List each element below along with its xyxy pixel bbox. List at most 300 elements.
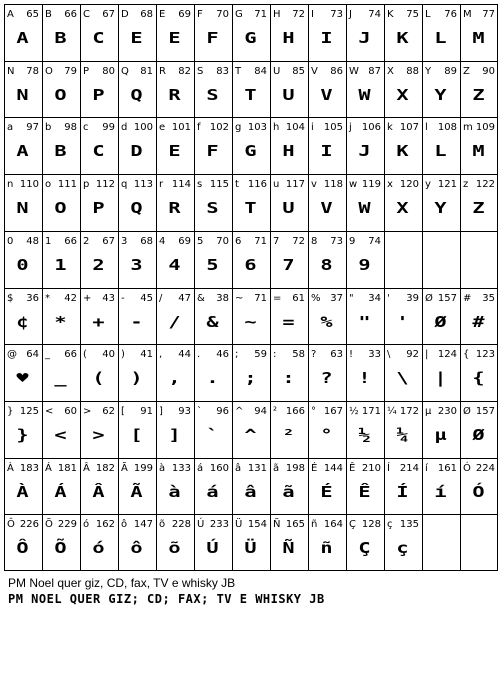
glyph-character-label: H — [273, 9, 281, 20]
glyph-cell — [194, 458, 232, 515]
glyph-character-label: ^ — [235, 406, 244, 417]
sample-text-font: PM NOEL QUER GIZ; CD; FAX; TV E WHISKY JB — [8, 592, 325, 606]
glyph-cell — [384, 514, 422, 571]
glyph-code-label: 96 — [216, 406, 229, 417]
glyph-cell — [80, 288, 118, 345]
glyph-code-label: 224 — [475, 463, 495, 474]
glyph-code-label: 68 — [140, 9, 153, 20]
glyph-code-label: 229 — [57, 519, 77, 530]
glyph-sample: E — [130, 29, 144, 47]
glyph-character-label: P — [83, 66, 90, 77]
glyph-character-label: e — [159, 122, 166, 133]
glyph-code-label: 124 — [437, 349, 457, 360]
glyph-code-label: 104 — [285, 122, 305, 133]
glyph-sample: P — [92, 86, 106, 104]
glyph-cell — [80, 117, 118, 174]
glyph-cell — [42, 61, 80, 118]
glyph-sample: U — [282, 86, 296, 104]
glyph-sample: Á — [54, 483, 68, 501]
glyph-sample: í — [434, 483, 448, 501]
glyph-code-label: 43 — [102, 293, 115, 304]
glyph-code-label: 157 — [437, 293, 457, 304]
glyph-cell — [194, 231, 232, 288]
glyph-character-label: m — [463, 122, 473, 133]
glyph-sample: õ — [168, 539, 182, 557]
glyph-cell — [4, 61, 42, 118]
glyph-cell — [346, 458, 384, 515]
glyph-sample: - — [130, 313, 144, 331]
glyph-code-label: 99 — [102, 122, 115, 133]
glyph-sample: | — [434, 369, 448, 387]
glyph-code-label: 171 — [361, 406, 381, 417]
glyph-character-label: Y — [425, 66, 432, 77]
glyph-sample: 6 — [244, 256, 258, 274]
glyph-sample: = — [282, 313, 296, 331]
glyph-cell — [4, 117, 42, 174]
glyph-code-label: 119 — [361, 179, 381, 190]
glyph-code-label: 100 — [133, 122, 153, 133]
glyph-cell — [422, 344, 460, 401]
glyph-sample: ` — [206, 426, 220, 444]
glyph-cell — [384, 174, 422, 231]
glyph-cell — [346, 61, 384, 118]
glyph-code-label: 117 — [285, 179, 305, 190]
glyph-character-label: O — [45, 66, 53, 77]
glyph-character-label: L — [425, 9, 431, 20]
glyph-cell — [308, 117, 346, 174]
glyph-code-label: 110 — [19, 179, 39, 190]
glyph-cell — [118, 514, 156, 571]
glyph-sample: M — [472, 142, 486, 160]
glyph-cell — [308, 231, 346, 288]
glyph-code-label: 76 — [444, 9, 457, 20]
glyph-code-label: 164 — [323, 519, 343, 530]
glyph-code-label: 182 — [95, 463, 115, 474]
glyph-character-label: N — [7, 66, 15, 77]
glyph-cell — [232, 61, 270, 118]
glyph-cell — [460, 514, 498, 571]
glyph-code-label: 101 — [171, 122, 191, 133]
glyph-character-label: I — [311, 9, 314, 20]
glyph-code-label: 112 — [95, 179, 115, 190]
glyph-cell — [4, 231, 42, 288]
glyph-sample: ½ — [358, 426, 372, 444]
glyph-cell — [156, 4, 194, 61]
glyph-cell — [346, 4, 384, 61]
glyph-code-label: 81 — [140, 66, 153, 77]
glyph-character-label: j — [349, 122, 352, 133]
glyph-code-label: 121 — [437, 179, 457, 190]
glyph-sample: / — [168, 313, 182, 331]
glyph-code-label: 78 — [26, 66, 39, 77]
glyph-sample: ? — [320, 369, 334, 387]
glyph-cell — [42, 288, 80, 345]
glyph-character-label: Z — [463, 66, 470, 77]
glyph-character-label: i — [311, 122, 314, 133]
glyph-code-label: 123 — [475, 349, 495, 360]
glyph-character-label: @ — [7, 349, 17, 360]
glyph-sample: Õ — [54, 539, 68, 557]
glyph-sample: P — [92, 199, 106, 217]
glyph-code-label: 113 — [133, 179, 153, 190]
glyph-sample: D — [130, 142, 144, 160]
glyph-sample: W — [358, 86, 372, 104]
glyph-character-label: R — [159, 66, 166, 77]
glyph-sample: Ñ — [282, 539, 296, 557]
glyph-code-label: 65 — [26, 9, 39, 20]
glyph-code-label: 71 — [254, 9, 267, 20]
glyph-sample: B — [54, 142, 68, 160]
glyph-character-label: } — [7, 406, 14, 417]
glyph-character-label: F — [197, 9, 203, 20]
glyph-sample: J — [358, 142, 372, 160]
glyph-character-label: Á — [45, 463, 52, 474]
glyph-character-label: G — [235, 9, 243, 20]
glyph-code-label: 74 — [368, 236, 381, 247]
glyph-character-label: à — [159, 463, 166, 474]
glyph-character-label: Ô — [7, 519, 15, 530]
glyph-cell — [422, 231, 460, 288]
glyph-code-label: 166 — [285, 406, 305, 417]
glyph-code-label: 98 — [64, 122, 77, 133]
glyph-character-label: * — [45, 293, 50, 304]
glyph-code-label: 135 — [399, 519, 419, 530]
glyph-sample: K — [396, 29, 410, 47]
glyph-code-label: 92 — [406, 349, 419, 360]
glyph-code-label: 167 — [323, 406, 343, 417]
glyph-cell — [194, 401, 232, 458]
glyph-cell — [4, 458, 42, 515]
glyph-code-label: 38 — [216, 293, 229, 304]
glyph-cell — [308, 61, 346, 118]
glyph-code-label: 66 — [64, 349, 77, 360]
glyph-character-label: Ü — [235, 519, 243, 530]
glyph-sample: 3 — [130, 256, 144, 274]
glyph-character-label: / — [159, 293, 163, 304]
glyph-sample: X — [396, 86, 410, 104]
glyph-code-label: 230 — [437, 406, 457, 417]
glyph-character-label: : — [273, 349, 277, 360]
glyph-cell — [80, 231, 118, 288]
glyph-character-label: À — [7, 463, 14, 474]
glyph-code-label: 162 — [95, 519, 115, 530]
glyph-character-label: É — [311, 463, 318, 474]
glyph-character-label: Ø — [463, 406, 471, 417]
glyph-cell — [384, 4, 422, 61]
glyph-sample: W — [358, 199, 372, 217]
glyph-sample: H — [282, 29, 296, 47]
glyph-sample: ¼ — [396, 426, 410, 444]
glyph-code-label: 103 — [247, 122, 267, 133]
glyph-cell — [460, 458, 498, 515]
glyph-code-label: 108 — [437, 122, 457, 133]
glyph-character-label: < — [45, 406, 54, 417]
glyph-character-label: A — [7, 9, 14, 20]
glyph-cell — [422, 288, 460, 345]
glyph-cell — [270, 174, 308, 231]
glyph-cell — [460, 117, 498, 174]
sample-text-regular: PM Noel quer giz, CD, fax, TV e whisky JB — [8, 576, 236, 590]
glyph-sample: V — [320, 86, 334, 104]
glyph-cell — [308, 4, 346, 61]
glyph-cell — [346, 401, 384, 458]
glyph-cell — [194, 174, 232, 231]
glyph-code-label: 63 — [330, 349, 343, 360]
glyph-cell — [346, 344, 384, 401]
glyph-character-label: # — [463, 293, 472, 304]
glyph-sample: X — [396, 199, 410, 217]
glyph-sample: 1 — [54, 256, 68, 274]
glyph-code-label: 69 — [178, 9, 191, 20]
glyph-code-label: 118 — [323, 179, 343, 190]
glyph-sample: ç — [396, 539, 410, 557]
glyph-sample: Ú — [206, 539, 220, 557]
glyph-cell — [42, 231, 80, 288]
glyph-sample: % — [320, 313, 334, 331]
glyph-code-label: 210 — [361, 463, 381, 474]
glyph-character-label: Â — [83, 463, 90, 474]
glyph-character-label: M — [463, 9, 472, 20]
glyph-sample: V — [320, 199, 334, 217]
glyph-character-label: y — [425, 179, 431, 190]
glyph-code-label: 74 — [368, 9, 381, 20]
glyph-sample: \ — [396, 369, 410, 387]
glyph-character-label: E — [159, 9, 166, 20]
glyph-character-label: U — [273, 66, 281, 77]
glyph-sample: Ã — [130, 483, 144, 501]
glyph-cell — [422, 174, 460, 231]
glyph-code-label: 66 — [64, 9, 77, 20]
glyph-sample: 4 — [168, 256, 182, 274]
glyph-cell — [270, 231, 308, 288]
glyph-code-label: 42 — [64, 293, 77, 304]
glyph-character-label: B — [45, 9, 52, 20]
glyph-code-label: 80 — [102, 66, 115, 77]
glyph-character-label: { — [463, 349, 470, 360]
glyph-code-label: 86 — [330, 66, 343, 77]
glyph-character-label: Í — [387, 463, 390, 474]
glyph-code-label: 77 — [482, 9, 495, 20]
glyph-sample: " — [358, 313, 372, 331]
glyph-sample: 9 — [358, 256, 372, 274]
glyph-code-label: 233 — [209, 519, 229, 530]
glyph-code-label: 183 — [19, 463, 39, 474]
glyph-cell — [4, 344, 42, 401]
glyph-cell — [308, 288, 346, 345]
glyph-cell — [422, 4, 460, 61]
glyph-code-label: 214 — [399, 463, 419, 474]
glyph-cell — [80, 401, 118, 458]
glyph-sample: I — [320, 142, 334, 160]
glyph-sample: C — [92, 29, 106, 47]
glyph-character-label: ñ — [311, 519, 318, 530]
glyph-code-label: 144 — [323, 463, 343, 474]
glyph-sample: Y — [434, 86, 448, 104]
glyph-character-label: 2 — [83, 236, 90, 247]
glyph-character-label: t — [235, 179, 239, 190]
glyph-cell — [232, 458, 270, 515]
glyph-sample: R — [168, 199, 182, 217]
glyph-cell — [4, 174, 42, 231]
glyph-cell — [4, 4, 42, 61]
glyph-character-label: J — [349, 9, 352, 20]
glyph-code-label: 67 — [102, 9, 115, 20]
glyph-cell — [270, 61, 308, 118]
glyph-character-label: h — [273, 122, 280, 133]
glyph-code-label: 37 — [330, 293, 343, 304]
glyph-cell — [232, 231, 270, 288]
glyph-code-label: 120 — [399, 179, 419, 190]
glyph-cell — [460, 401, 498, 458]
glyph-character-label: ( — [83, 349, 87, 360]
glyph-character-label: s — [197, 179, 203, 190]
glyph-character-label: a — [7, 122, 14, 133]
glyph-code-label: 154 — [247, 519, 267, 530]
glyph-character-label: d — [121, 122, 128, 133]
glyph-cell — [270, 4, 308, 61]
glyph-character-label: [ — [121, 406, 125, 417]
glyph-character-label: 8 — [311, 236, 318, 247]
glyph-cell — [460, 344, 498, 401]
glyph-cell — [346, 288, 384, 345]
glyph-code-label: 59 — [254, 349, 267, 360]
glyph-character-label: + — [83, 293, 92, 304]
glyph-sample: N — [16, 86, 30, 104]
glyph-cell — [118, 174, 156, 231]
glyph-code-label: 61 — [292, 293, 305, 304]
glyph-code-label: 72 — [292, 9, 305, 20]
glyph-character-label: c — [83, 122, 89, 133]
glyph-character-label: ° — [311, 406, 316, 417]
glyph-sample: U — [282, 199, 296, 217]
glyph-character-label: 4 — [159, 236, 166, 247]
glyph-character-label: Ã — [121, 463, 128, 474]
glyph-sample: & — [206, 313, 220, 331]
glyph-character-label: . — [197, 349, 201, 360]
glyph-sample: Ø — [472, 426, 486, 444]
glyph-cell — [422, 401, 460, 458]
glyph-character-label: 0 — [7, 236, 14, 247]
glyph-cell — [42, 344, 80, 401]
glyph-sample: ô — [130, 539, 144, 557]
glyph-cell — [118, 458, 156, 515]
glyph-cell — [460, 61, 498, 118]
glyph-cell — [460, 174, 498, 231]
glyph-cell — [80, 514, 118, 571]
glyph-cell — [460, 288, 498, 345]
glyph-cell — [80, 4, 118, 61]
glyph-code-label: 109 — [475, 122, 495, 133]
glyph-code-label: 70 — [216, 236, 229, 247]
glyph-cell — [270, 458, 308, 515]
glyph-sample: ^ — [244, 426, 258, 444]
glyph-sample: ² — [282, 426, 296, 444]
glyph-character-label: p — [83, 179, 90, 190]
glyph-character-label: Ñ — [273, 519, 281, 530]
glyph-character-label: | — [425, 349, 429, 360]
glyph-cell — [118, 231, 156, 288]
glyph-code-label: 33 — [368, 349, 381, 360]
glyph-cell — [422, 61, 460, 118]
glyph-code-label: 88 — [406, 66, 419, 77]
glyph-character-label: â — [235, 463, 242, 474]
glyph-code-label: 181 — [57, 463, 77, 474]
glyph-character-label: W — [349, 66, 359, 77]
glyph-code-label: 39 — [406, 293, 419, 304]
glyph-cell — [42, 514, 80, 571]
glyph-sample: > — [92, 426, 106, 444]
glyph-code-label: 84 — [254, 66, 267, 77]
glyph-sample: ã — [282, 483, 296, 501]
glyph-character-label: Ó — [463, 463, 471, 474]
glyph-cell — [194, 344, 232, 401]
glyph-code-label: 87 — [368, 66, 381, 77]
glyph-sample: Y — [434, 199, 448, 217]
glyph-sample: ; — [244, 369, 258, 387]
glyph-cell — [156, 288, 194, 345]
glyph-character-label: ` — [197, 406, 202, 417]
glyph-sample: Z — [472, 86, 486, 104]
glyph-code-label: 157 — [475, 406, 495, 417]
glyph-character-label: u — [273, 179, 280, 190]
glyph-cell — [232, 117, 270, 174]
glyph-code-label: 93 — [178, 406, 191, 417]
glyph-cell — [42, 174, 80, 231]
glyph-character-label: í — [425, 463, 428, 474]
glyph-cell — [156, 401, 194, 458]
glyph-sample: L — [434, 142, 448, 160]
glyph-sample: J — [358, 29, 372, 47]
glyph-code-label: 46 — [216, 349, 229, 360]
glyph-sample: Ø — [434, 313, 448, 331]
glyph-character-label: $ — [7, 293, 14, 304]
glyph-code-label: 34 — [368, 293, 381, 304]
glyph-cell — [194, 61, 232, 118]
glyph-character-label: " — [349, 293, 354, 304]
glyph-sample: E — [168, 142, 182, 160]
glyph-code-label: 66 — [64, 236, 77, 247]
glyph-sample: [ — [130, 426, 144, 444]
glyph-sample: _ — [54, 369, 68, 387]
glyph-cell — [80, 344, 118, 401]
glyph-sample: 5 — [206, 256, 220, 274]
glyph-character-label: Ú — [197, 519, 205, 530]
glyph-character-label: Ø — [425, 293, 433, 304]
glyph-sample: ♥ — [16, 369, 30, 387]
glyph-character-label: v — [311, 179, 317, 190]
glyph-character-label: ] — [159, 406, 163, 417]
glyph-cell — [80, 458, 118, 515]
glyph-sample: H — [282, 142, 296, 160]
glyph-cell — [422, 117, 460, 174]
glyph-code-label: 116 — [247, 179, 267, 190]
glyph-character-label: & — [197, 293, 205, 304]
glyph-code-label: 105 — [323, 122, 343, 133]
glyph-code-label: 107 — [399, 122, 419, 133]
glyph-sample: T — [244, 199, 258, 217]
glyph-character-label: ç — [387, 519, 393, 530]
glyph-character-label: f — [197, 122, 201, 133]
glyph-sample: Ç — [358, 539, 372, 557]
glyph-character-label: Ç — [349, 519, 356, 530]
glyph-sample: Ê — [358, 483, 372, 501]
glyph-code-label: 226 — [19, 519, 39, 530]
glyph-cell — [118, 61, 156, 118]
glyph-character-label: C — [83, 9, 90, 20]
glyph-cell — [232, 514, 270, 571]
glyph-sample: } — [16, 426, 30, 444]
glyph-code-label: 90 — [482, 66, 495, 77]
